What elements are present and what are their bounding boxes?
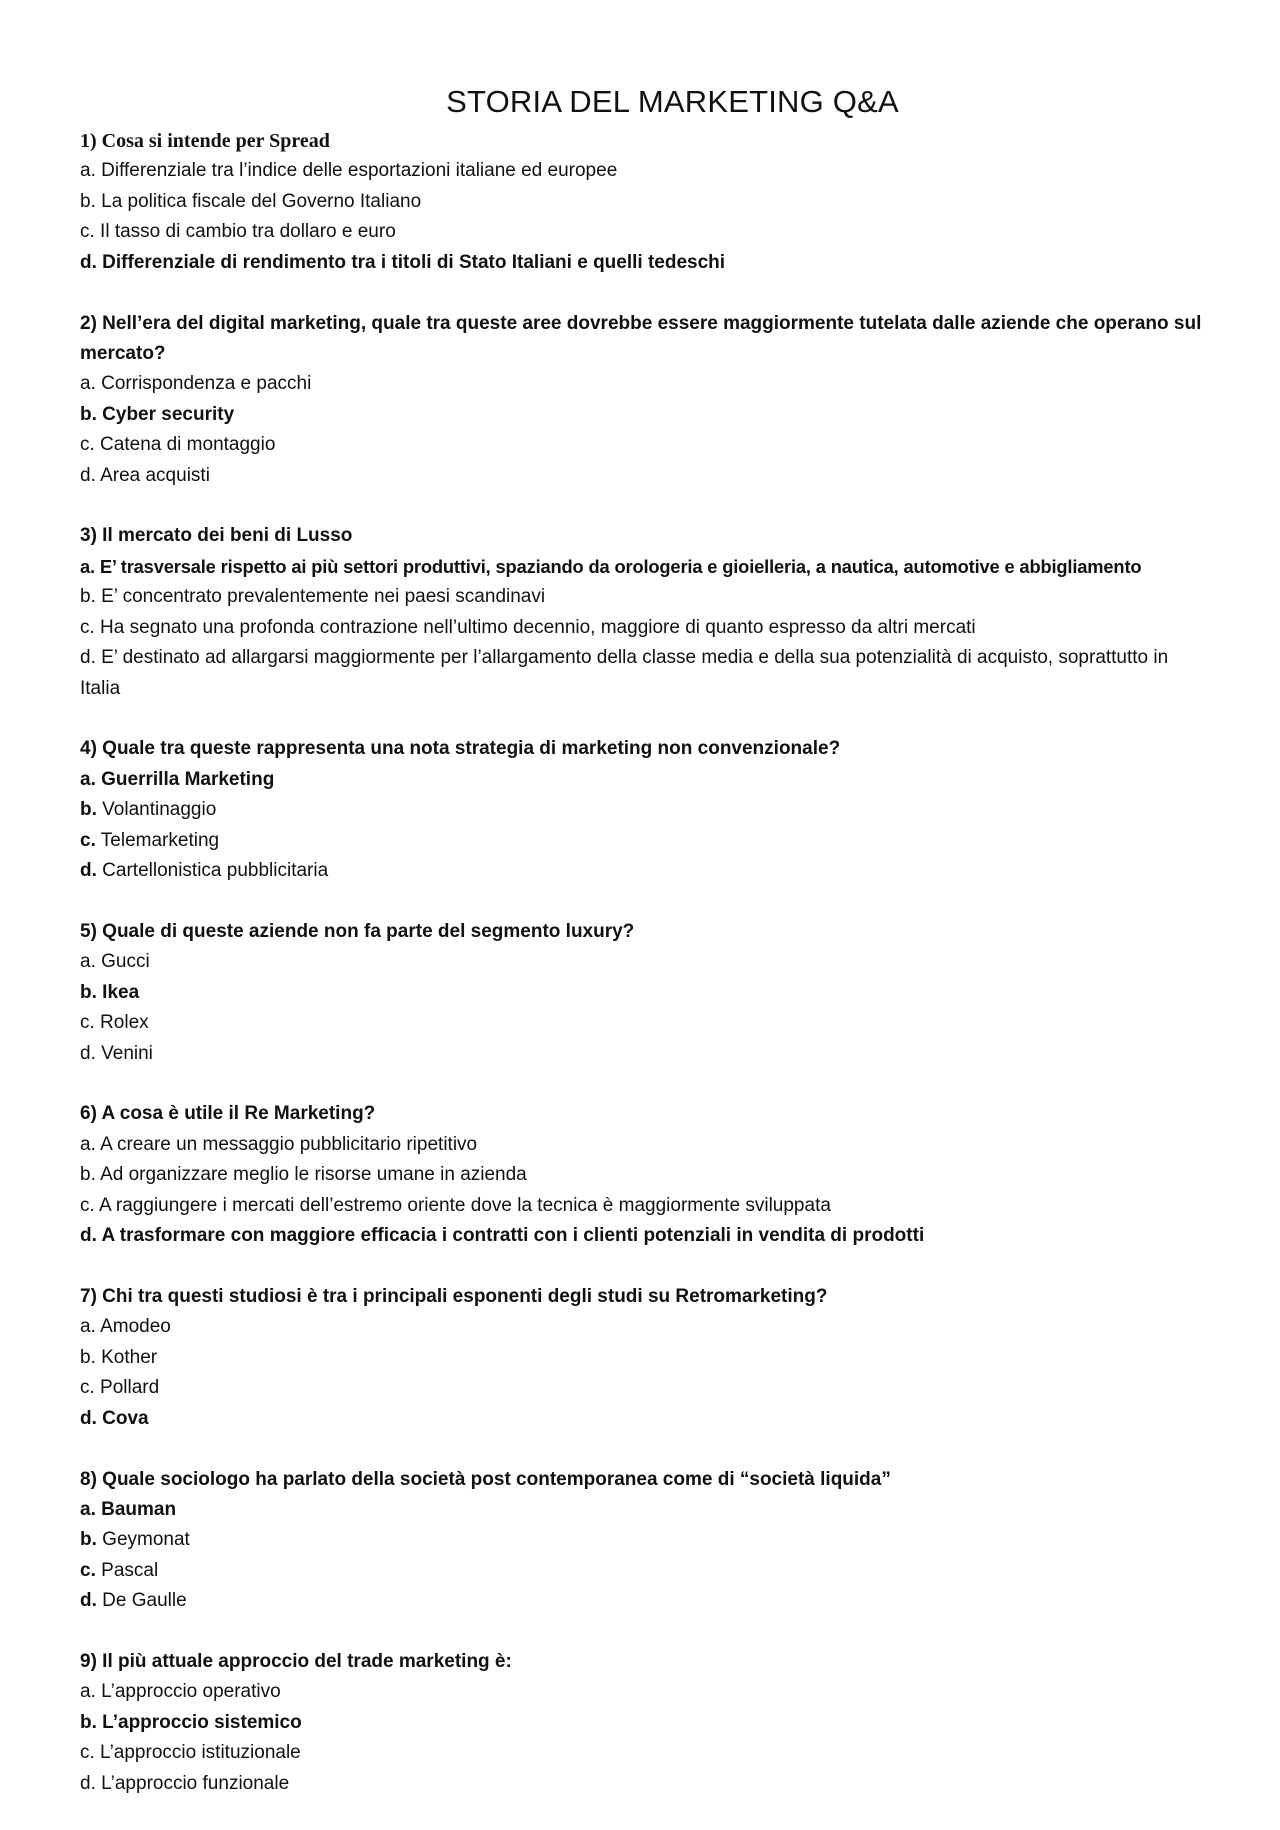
option-label: b. (80, 799, 97, 821)
document-title: STORIA DEL MARKETING Q&A (446, 84, 899, 119)
answer-option: b. La politica fiscale del Governo Italiano (80, 190, 422, 212)
question-text: 1) Cosa si intende per Spread (80, 130, 330, 152)
option-text: Bauman (101, 1498, 177, 1520)
option-label: d. (80, 860, 97, 882)
option-label: a. (80, 1498, 96, 1520)
option-text: Cartellonistica pubblicitaria (102, 860, 329, 882)
option-label: c. (80, 829, 96, 851)
question-block (80, 521, 1210, 703)
answer-option: c. Catena di montaggio (80, 434, 276, 456)
answer-option: c. Il tasso di cambio tra dollaro e euro (80, 221, 396, 243)
answer-option: c. A raggiungere i mercati dell’estremo oriente dove la tecnica è maggiormente sviluppata (80, 1194, 831, 1216)
correct-answer-option: d. Cova (80, 1407, 149, 1429)
correct-answer-option: b. L’approccio sistemico (80, 1711, 302, 1733)
answer-option: a. A creare un messaggio pubblicitario ripetitivo (80, 1133, 478, 1155)
question-block (80, 1465, 1210, 1617)
answer-option (80, 1556, 1210, 1586)
option-label: a. (80, 768, 96, 790)
question-text: 6) A cosa è utile il Re Marketing? (80, 1103, 376, 1125)
question-block (80, 1099, 1210, 1251)
answer-option: a. Corrispondenza e pacchi (80, 373, 312, 395)
question-block (80, 1647, 1210, 1799)
correct-answer-option: a. E’ trasversale rispetto ai più settori produttivi, spaziando da orologeria e gioielleria, a nautica, automotive e abbigliamento (80, 555, 1142, 577)
answer-option: d. E’ destinato ad allargarsi maggiormente per l’allargamento della classe media e della sua potenzialità di acquisto, soprattutto in Italia (80, 647, 1169, 699)
correct-answer-option: d. A trasformare con maggiore efficacia i contratti con i clienti potenziali in vendita di prodotti (80, 1225, 925, 1247)
question-block (80, 126, 1210, 278)
correct-answer-option: b. Ikea (80, 981, 140, 1003)
answer-option: a. L’approccio operativo (80, 1681, 281, 1703)
question-block (80, 309, 1210, 491)
correct-answer-option (80, 1495, 1210, 1525)
answer-option: d. Area acquisti (80, 464, 210, 486)
option-text: De Gaulle (102, 1590, 187, 1612)
option-text: Guerrilla Marketing (101, 768, 275, 790)
answer-option: b. Kother (80, 1346, 158, 1368)
option-text: Telemarketing (100, 829, 220, 851)
question-text: 2) Nell’era del digital marketing, quale tra queste aree dovrebbe essere maggiormente tutelata dalle aziende che operano sul mercato? (80, 312, 1202, 364)
answer-option (80, 795, 1210, 825)
answer-option (80, 1525, 1210, 1555)
question-block (80, 917, 1210, 1069)
correct-answer-option: b. Cyber security (80, 403, 235, 425)
answer-option: c. L’approccio istituzionale (80, 1742, 301, 1764)
option-label: b. (80, 1529, 97, 1551)
document-page (80, 80, 1210, 1830)
answer-option: b. E’ concentrato prevalentemente nei paesi scandinavi (80, 586, 546, 608)
option-label: c. (80, 1559, 96, 1581)
question-text: 9) Il più attuale approccio del trade marketing è: (80, 1651, 512, 1673)
correct-answer-option (80, 765, 1210, 795)
question-text: 4) Quale tra queste rappresenta una nota strategia di marketing non convenzionale? (80, 738, 841, 760)
option-text: Geymonat (102, 1529, 190, 1551)
question-text: 7) Chi tra questi studiosi è tra i principali esponenti degli studi su Retromarketing? (80, 1286, 828, 1307)
answer-option (80, 1586, 1210, 1616)
question-text: 3) Il mercato dei beni di Lusso (80, 525, 353, 547)
option-text: Volantinaggio (102, 799, 217, 821)
answer-option: b. Ad organizzare meglio le risorse umane in azienda (80, 1164, 527, 1186)
answer-option (80, 856, 1210, 886)
answer-option: a. Amodeo (80, 1316, 171, 1338)
answer-option: d. Venini (80, 1042, 153, 1064)
answer-option: c. Ha segnato una profonda contrazione nell’ultimo decennio, maggiore di quanto espresso da altri mercati (80, 616, 976, 638)
answer-option: c. Rolex (80, 1012, 149, 1034)
option-label: d. (80, 1590, 97, 1612)
question-text: 5) Quale di queste aziende non fa parte del segmento luxury? (80, 920, 635, 942)
option-text: Pascal (101, 1559, 159, 1581)
answer-option: a. Differenziale tra l’indice delle esportazioni italiane ed europee (80, 160, 618, 182)
correct-answer-option: d. Differenziale di rendimento tra i titoli di Stato Italiani e quelli tedeschi (80, 251, 726, 273)
answer-option: a. Gucci (80, 951, 150, 973)
question-block (80, 1282, 1210, 1434)
question-block (80, 734, 1210, 886)
answer-option: c. Pollard (80, 1377, 160, 1399)
answer-option (80, 826, 1210, 856)
question-text: 8) Quale sociologo ha parlato della società post contemporanea come di “società liquida” (80, 1468, 891, 1490)
answer-option: d. L’approccio funzionale (80, 1772, 290, 1794)
